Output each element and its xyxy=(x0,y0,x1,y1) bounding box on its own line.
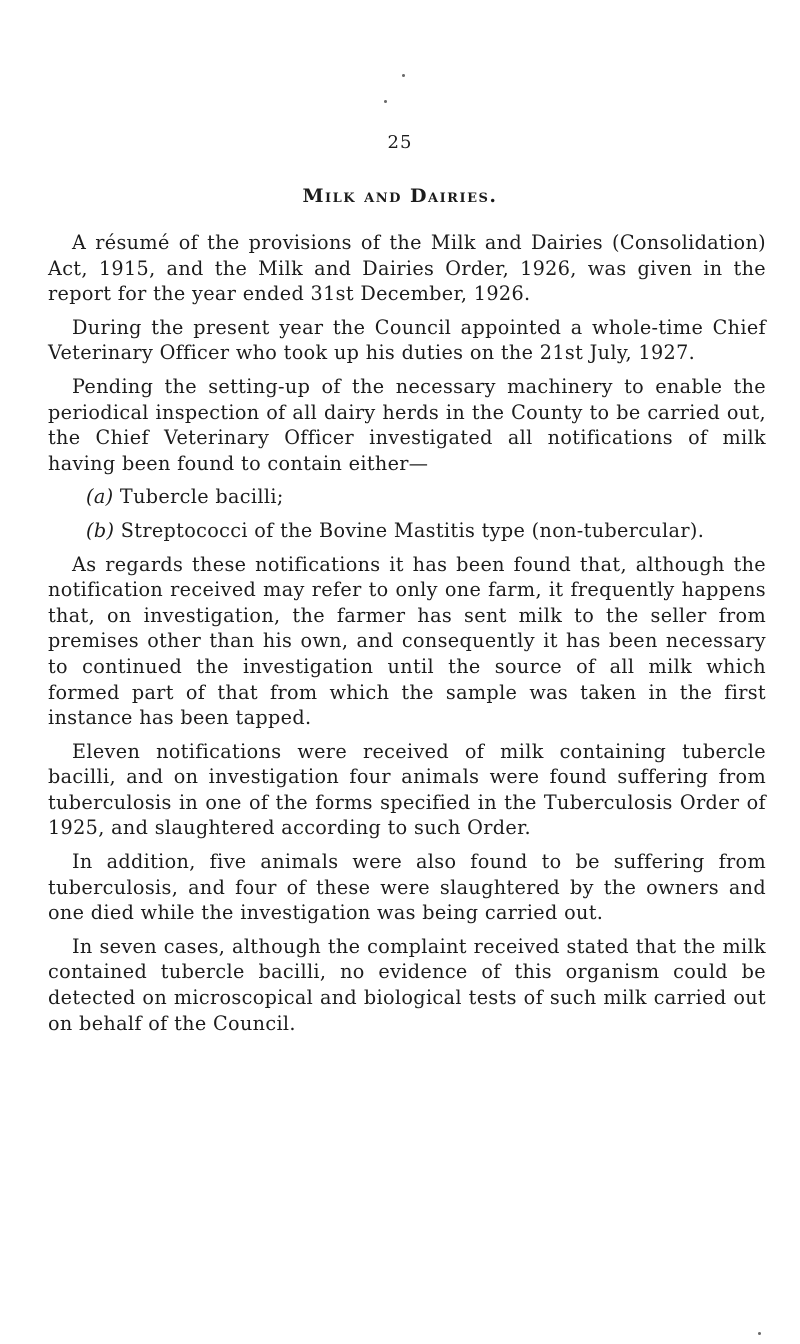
paragraph: In seven cases, although the complaint received stated that the milk contained tubercle bacilli, no evidence of this organism could be detected on microscopical and biological tests of such milk carried out on behalf of the Council. xyxy=(48,934,766,1035)
paragraph: Eleven notifications were received of milk containing tubercle bacilli, and on investigation four animals were found suffering from tuberculosis in one of the forms specified in the Tuberculosis Order of 1925, and slaughtered according to such Order. xyxy=(48,739,766,840)
section-title: Milk and Dairies. xyxy=(302,185,498,207)
print-speck xyxy=(402,74,405,77)
paragraph: During the present year the Council appointed a whole-time Chief Veterinary Officer who took up his duties on the 21st July, 1927. xyxy=(48,315,766,365)
list-marker: (a) xyxy=(86,485,114,509)
print-speck xyxy=(758,1332,761,1335)
list-item xyxy=(48,484,766,510)
list-text: Streptococci of the Bovine Mastitis type (non-tubercular). xyxy=(120,518,705,542)
paragraph: As regards these notifications it has been found that, although the notification received may refer to only one farm, it frequently happens that, on investigation, the farmer has sent milk to the seller from premises other than his own, and consequently it has been necessary to continued the investigation until the source of all milk which formed part of that from which the sample was taken in the first instance has been tapped. xyxy=(48,552,766,730)
list-marker: (b) xyxy=(86,518,115,542)
list-item xyxy=(48,518,766,544)
list-text: Tubercle bacilli; xyxy=(119,485,284,509)
paragraph: A résumé of the provisions of the Milk and Dairies (Consolidation) Act, 1915, and the Milk and Dairies Order, 1926, was given in the report for the year ended 31st December, 1926. xyxy=(48,231,766,306)
paragraph: In addition, five animals were also found to be suffering from tuberculosis, and four of these were slaughtered by the owners and one died while the investigation was being carried out. xyxy=(48,850,766,925)
body-text xyxy=(48,230,766,1044)
paragraph: Pending the setting-up of the necessary machinery to enable the periodical inspection of all dairy herds in the County to be carried out, the Chief Veterinary Officer investigated all notifications of milk having been found to contain either— xyxy=(48,374,766,475)
print-speck xyxy=(384,100,387,103)
page-number: 25 xyxy=(387,132,413,153)
